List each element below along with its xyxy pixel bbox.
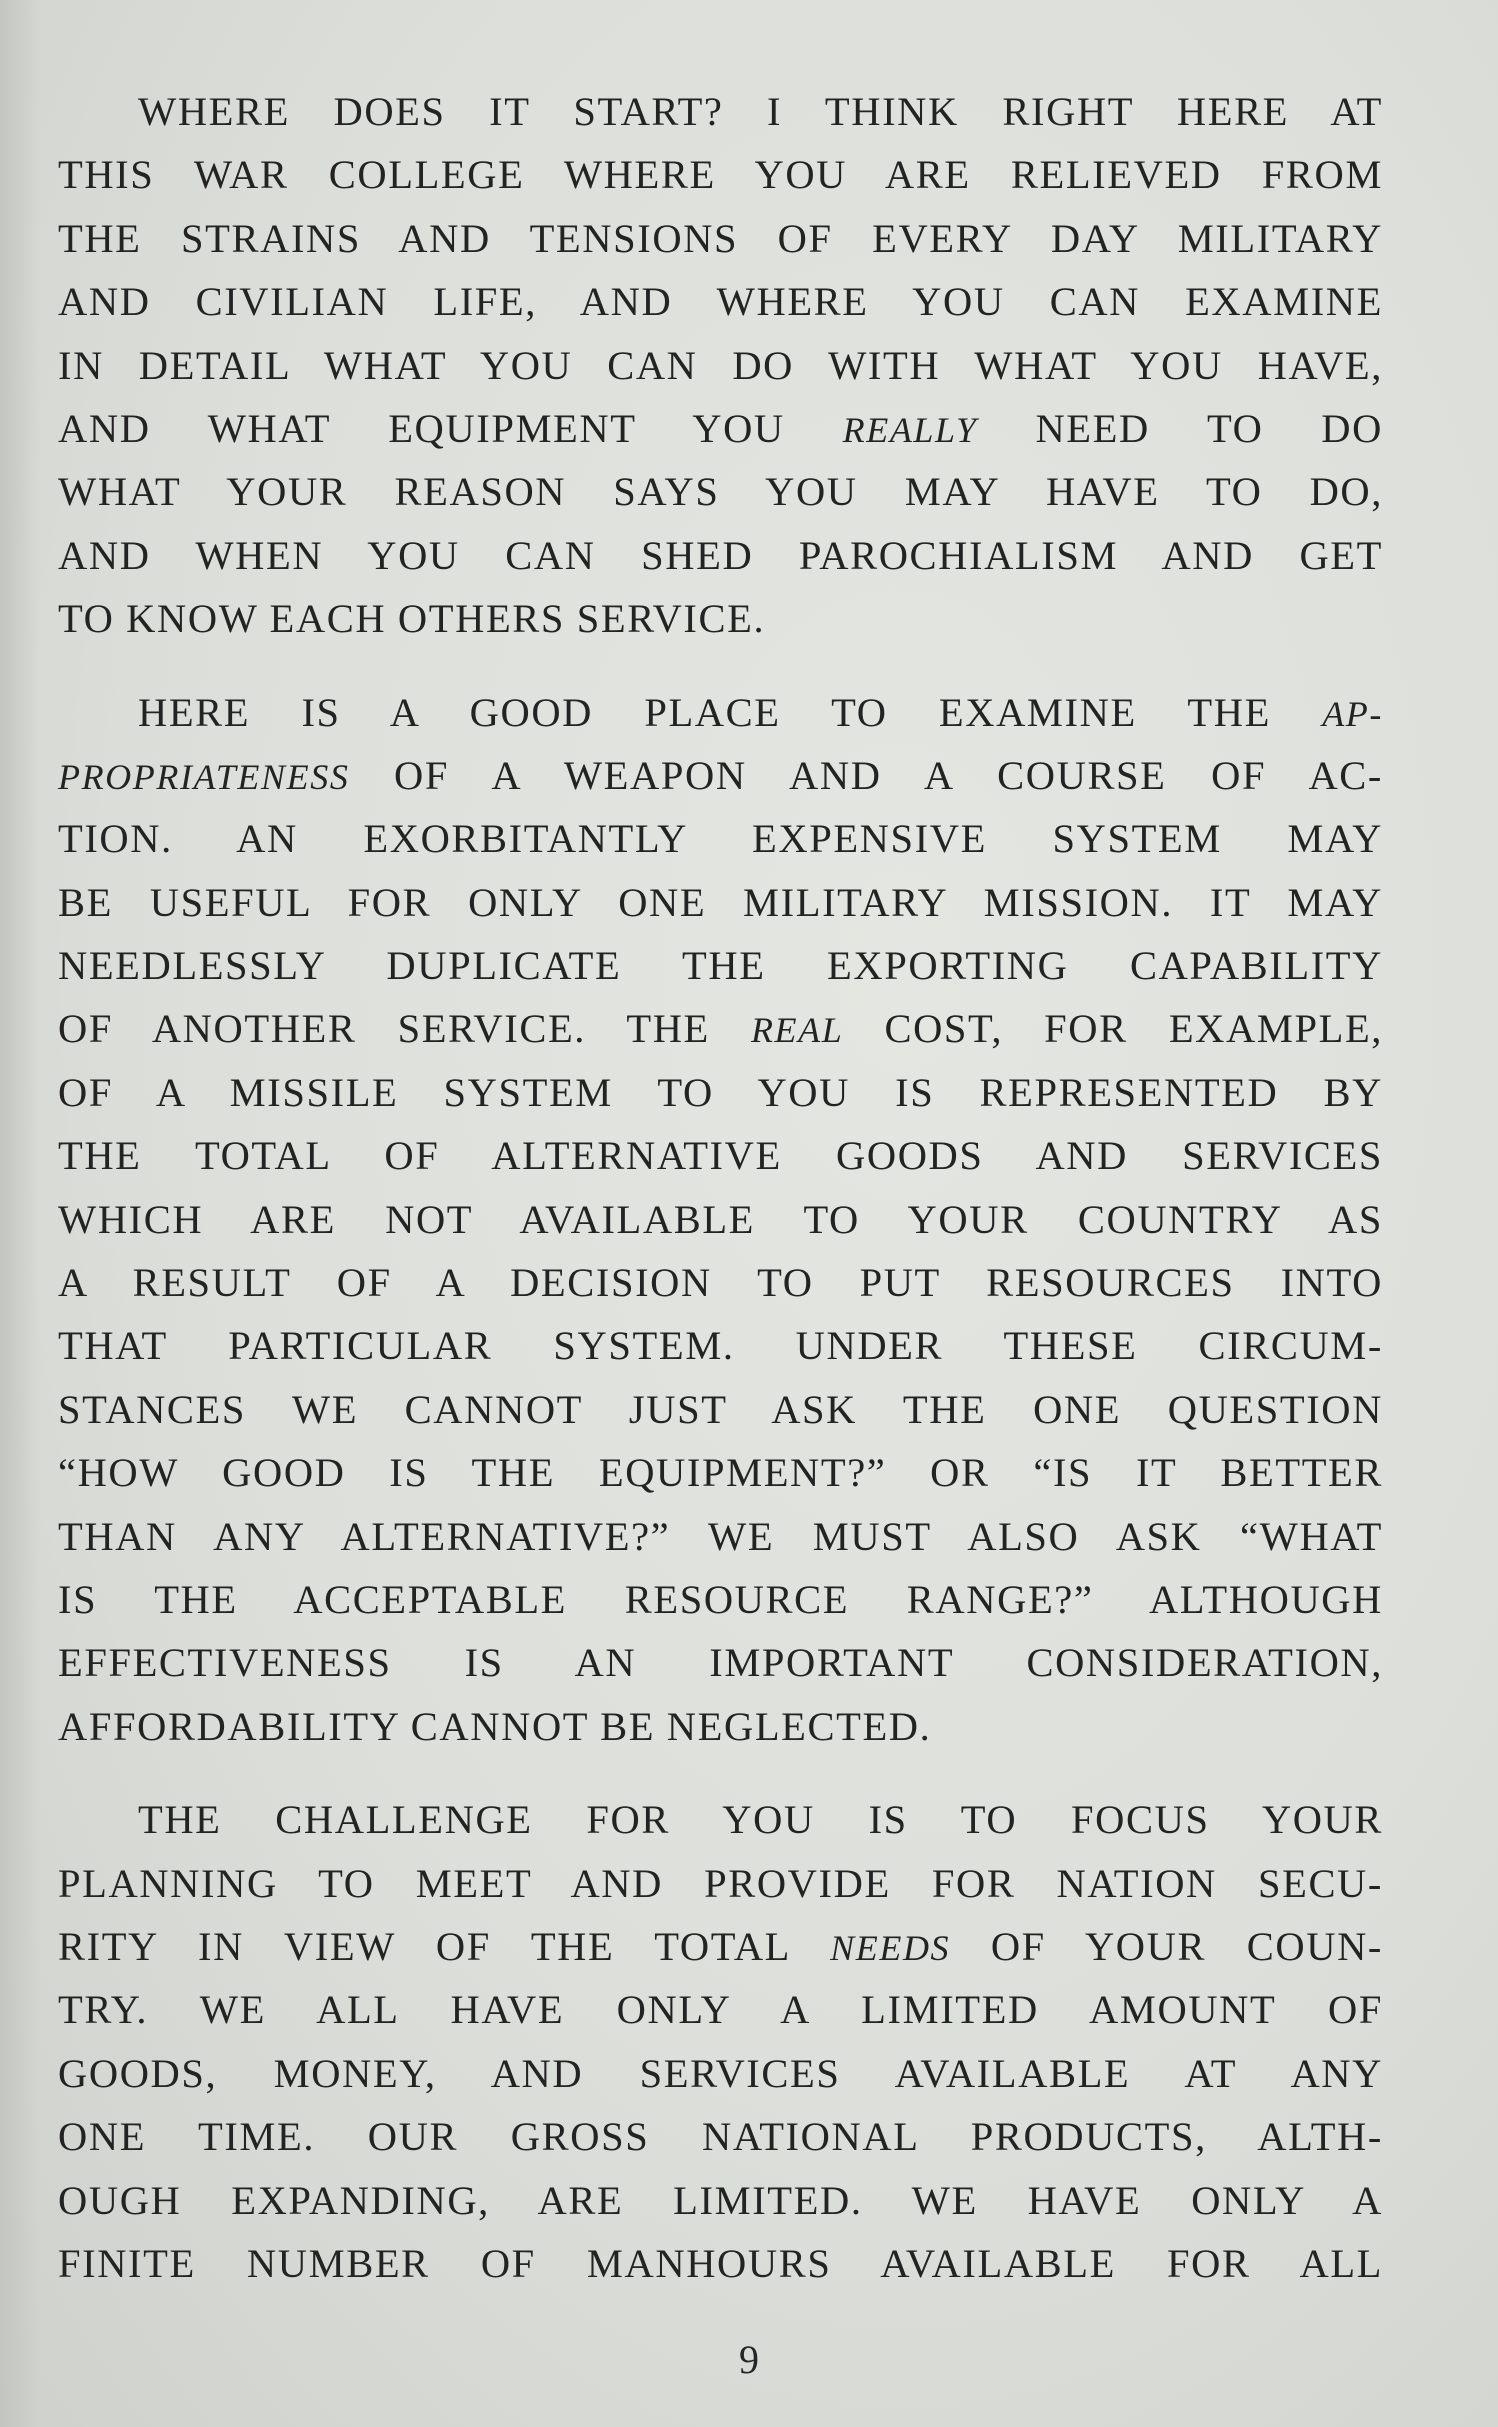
text-line: TO KNOW EACH OTHERS SERVICE. <box>58 596 766 642</box>
text-line: AND CIVILIAN LIFE, AND WHERE YOU CAN EXAMINE <box>58 279 1383 325</box>
emphasis-text: REAL <box>750 1010 844 1051</box>
text-line: TION. AN EXORBITANTLY EXPENSIVE SYSTEM MAY <box>58 816 1383 862</box>
text-line: TRY. WE ALL HAVE ONLY A LIMITED AMOUNT OF <box>58 1987 1383 2033</box>
text-line: THAN ANY ALTERNATIVE?” WE MUST ALSO ASK “WHAT <box>58 1513 1383 1559</box>
emphasis-text: NEEDS <box>830 1927 951 1968</box>
text-line: AFFORDABILITY CANNOT BE NEGLECTED. <box>58 1703 932 1749</box>
text-line: GOODS, MONEY, AND SERVICES AVAILABLE AT ANY <box>58 2050 1383 2096</box>
text-line: STANCES WE CANNOT JUST ASK THE ONE QUESTION <box>58 1386 1383 1432</box>
text-line: BE USEFUL FOR ONLY ONE MILITARY MISSION. IT MAY <box>58 879 1383 925</box>
text-line: OF A MISSILE SYSTEM TO YOU IS REPRESENTED BY <box>58 1069 1383 1115</box>
text-line: “HOW GOOD IS THE EQUIPMENT?” OR “IS IT BETTER <box>58 1450 1383 1496</box>
text-line: IS THE ACCEPTABLE RESOURCE RANGE?” ALTHOUGH <box>58 1576 1383 1622</box>
text-line: EFFECTIVENESS IS AN IMPORTANT CONSIDERATION, <box>58 1640 1383 1686</box>
emphasis-text: REALLY <box>842 409 978 450</box>
text-line: HERE IS A GOOD PLACE TO EXAMINE THE AP- <box>138 689 1383 735</box>
paragraph <box>58 1788 1383 2295</box>
text-line: THAT PARTICULAR SYSTEM. UNDER THESE CIRCUM- <box>58 1323 1383 1369</box>
paragraph <box>58 681 1383 1759</box>
text-line: PLANNING TO MEET AND PROVIDE FOR NATION SECU- <box>58 1860 1383 1906</box>
text-line: ONE TIME. OUR GROSS NATIONAL PRODUCTS, ALTH- <box>58 2114 1383 2160</box>
text-line: THE STRAINS AND TENSIONS OF EVERY DAY MILITARY <box>58 215 1383 261</box>
emphasis-text: AP- <box>1322 693 1383 734</box>
paragraph <box>58 80 1383 651</box>
text-line: AND WHEN YOU CAN SHED PAROCHIALISM AND GET <box>58 532 1383 578</box>
text-line: OF ANOTHER SERVICE. THE REAL COST, FOR EXAMPLE, <box>58 1006 1384 1052</box>
page-number: 9 <box>739 2337 759 2382</box>
text-line: A RESULT OF A DECISION TO PUT RESOURCES INTO <box>58 1260 1383 1306</box>
text-line: AND WHAT EQUIPMENT YOU REALLY NEED TO DO <box>58 405 1384 451</box>
text-line: RITY IN VIEW OF THE TOTAL NEEDS OF YOUR COUN- <box>58 1923 1384 1969</box>
text-line: THE TOTAL OF ALTERNATIVE GOODS AND SERVICES <box>58 1133 1383 1179</box>
text-line: WHERE DOES IT START? I THINK RIGHT HERE AT <box>138 89 1383 134</box>
text-line: OUGH EXPANDING, ARE LIMITED. WE HAVE ONLY A <box>58 2177 1383 2223</box>
emphasis-text: PROPRIATENESS <box>58 756 350 797</box>
text-line: THIS WAR COLLEGE WHERE YOU ARE RELIEVED FROM <box>58 152 1383 198</box>
text-line: FINITE NUMBER OF MANHOURS AVAILABLE FOR ALL <box>58 2240 1383 2286</box>
text-line: WHICH ARE NOT AVAILABLE TO YOUR COUNTRY AS <box>58 1196 1383 1242</box>
text-line: THE CHALLENGE FOR YOU IS TO FOCUS YOUR <box>138 1797 1383 1843</box>
text-line: IN DETAIL WHAT YOU CAN DO WITH WHAT YOU HAVE, <box>58 342 1383 388</box>
body-text <box>58 80 1383 2325</box>
text-line: WHAT YOUR REASON SAYS YOU MAY HAVE TO DO, <box>58 469 1383 515</box>
text-line: PROPRIATENESS OF A WEAPON AND A COURSE OF AC- <box>58 752 1383 798</box>
text-line: NEEDLESSLY DUPLICATE THE EXPORTING CAPABILITY <box>58 943 1383 989</box>
